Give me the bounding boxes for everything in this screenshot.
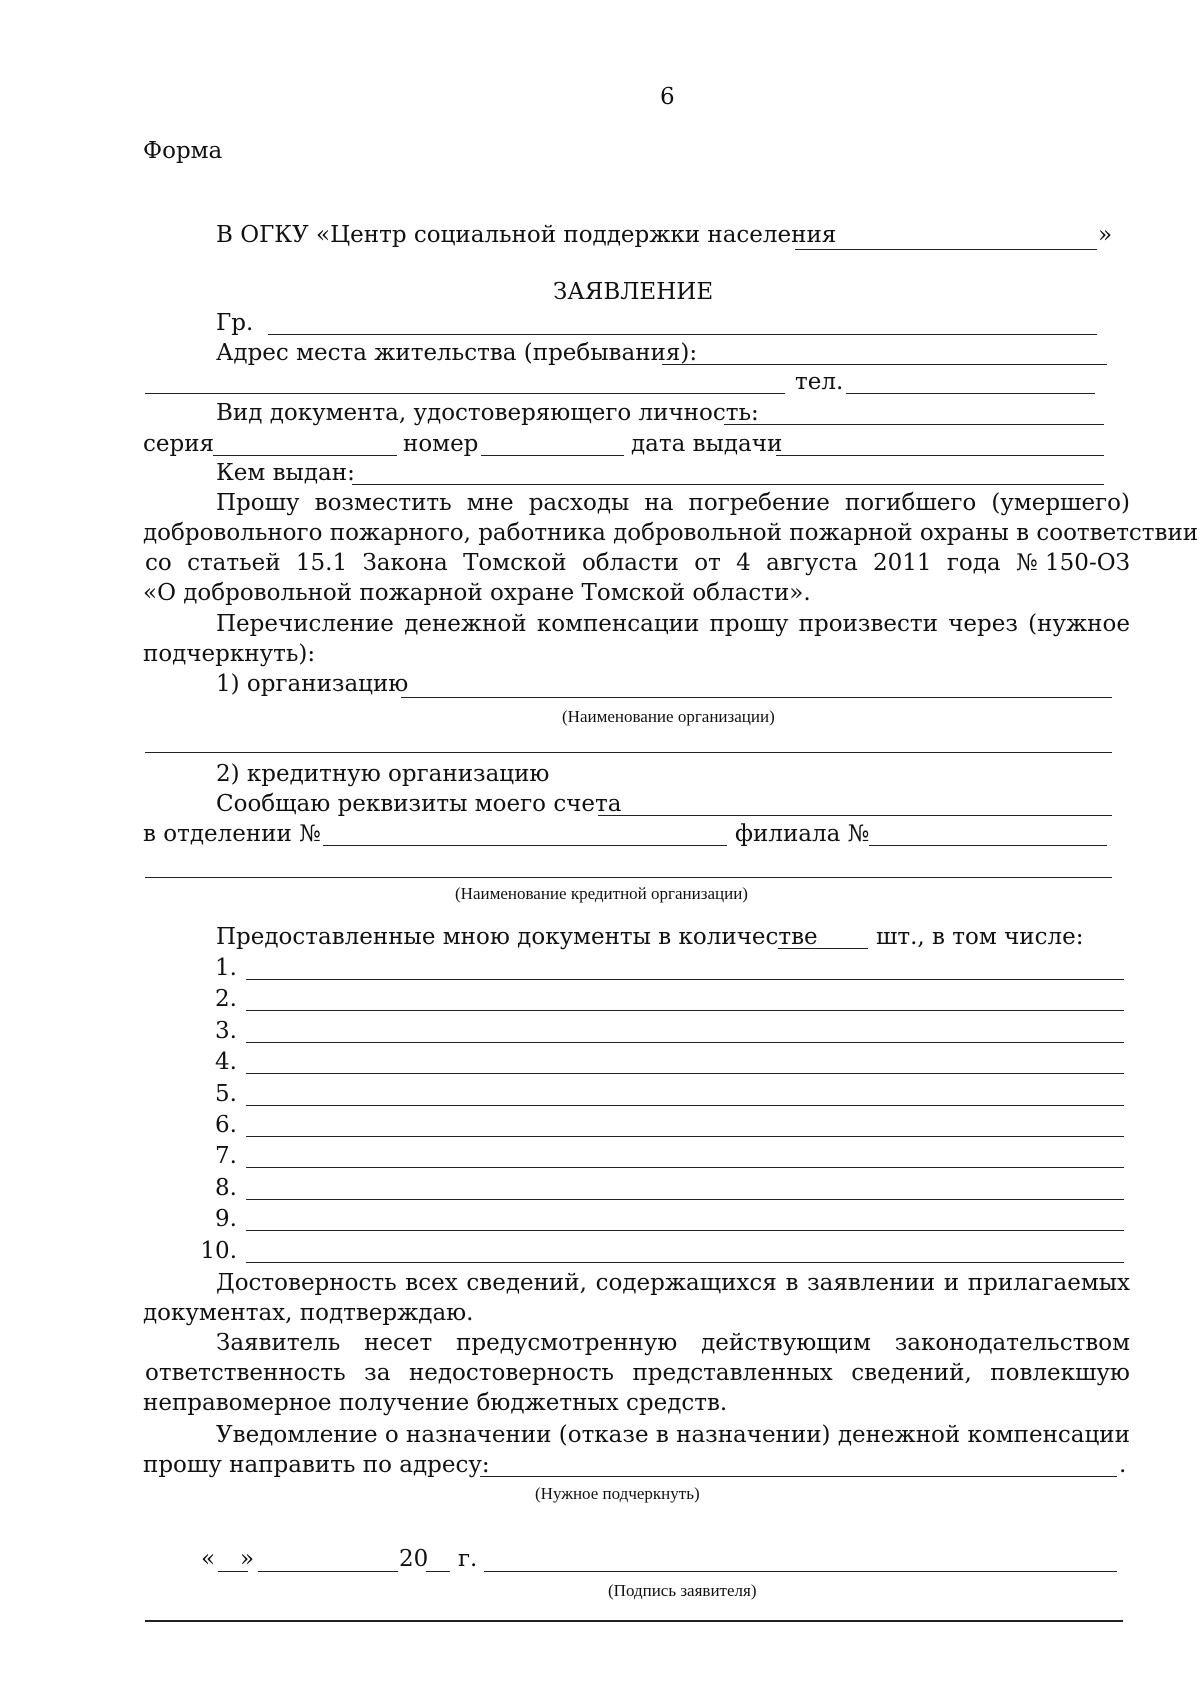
- date-quote-close: »: [240, 1546, 255, 1572]
- date-year-suffix: г.: [458, 1546, 478, 1572]
- request-line-1: Прошу возместить мне расходы на погребение погибшего (умершего): [216, 490, 1130, 516]
- organization-field[interactable]: [401, 697, 1112, 698]
- confirmation-line-1: Достоверность всех сведений, содержащихся в заявлении и прилагаемых: [216, 1270, 1130, 1296]
- page-number: 6: [660, 84, 675, 110]
- notification-line-2: прошу направить по адресу:: [143, 1452, 490, 1478]
- bank-caption: (Наименование кредитной организации): [455, 884, 748, 903]
- date-month-field[interactable]: [258, 1571, 398, 1572]
- filial-label: филиала №: [735, 821, 870, 847]
- documents-count-field[interactable]: [778, 948, 868, 949]
- document-item-number: 6.: [215, 1112, 237, 1138]
- documents-intro-prefix: Предоставленные мною документы в количестве: [216, 924, 818, 950]
- confirmation-line-2: документах, подтверждаю.: [143, 1300, 474, 1326]
- address-field-continued[interactable]: [145, 393, 785, 394]
- document-item-number: 4.: [215, 1049, 237, 1076]
- date-year-prefix: 20: [399, 1546, 429, 1572]
- filial-field[interactable]: [869, 845, 1107, 846]
- date-year-field[interactable]: [426, 1571, 450, 1572]
- notification-line-1: Уведомление о назначении (отказе в назначении) денежной компенсации: [216, 1422, 1130, 1448]
- document-item-field[interactable]: [246, 1010, 1124, 1011]
- address-label: Адрес места жительства (пребывания):: [216, 340, 698, 366]
- bank-name-field[interactable]: [145, 877, 1112, 878]
- liability-line-2: ответственность за недостоверность представленных сведений, повлекшую: [145, 1360, 1130, 1386]
- document-item-field[interactable]: [246, 1230, 1124, 1231]
- transfer-line-1: Перечисление денежной компенсации прошу произвести через (нужное: [216, 611, 1130, 637]
- id-document-field[interactable]: [724, 424, 1104, 425]
- option-credit-organization: 2) кредитную организацию: [216, 761, 550, 787]
- document-item-number: 3.: [215, 1017, 237, 1044]
- addressee-suffix: »: [1098, 222, 1113, 248]
- id-document-label: Вид документа, удостоверяющего личность:: [216, 400, 759, 426]
- issue-date-label: дата выдачи: [631, 431, 783, 457]
- name-field[interactable]: [268, 334, 1097, 335]
- document-item-field[interactable]: [246, 1073, 1124, 1074]
- document-item-field[interactable]: [246, 1262, 1124, 1263]
- request-line-2: добровольного пожарного, работника добровольной пожарной охраны в соответствии: [143, 520, 1199, 546]
- transfer-line-2: подчеркнуть):: [143, 641, 316, 667]
- organization-caption: (Наименование организации): [562, 707, 775, 726]
- request-line-4: «О добровольной пожарной охране Томской области».: [143, 580, 811, 606]
- document-title: ЗАЯВЛЕНИЕ: [553, 279, 714, 305]
- document-item-field[interactable]: [246, 1167, 1124, 1168]
- series-field[interactable]: [213, 455, 397, 456]
- liability-line-3: неправомерное получение бюджетных средств.: [143, 1390, 728, 1416]
- number-field[interactable]: [481, 455, 624, 456]
- address-field[interactable]: [662, 364, 1107, 365]
- phone-field[interactable]: [846, 393, 1095, 394]
- document-item-number: 8.: [215, 1174, 237, 1201]
- organization-field-continued[interactable]: [145, 752, 1112, 753]
- signature-field[interactable]: [484, 1571, 1117, 1572]
- document-item-number: 1.: [215, 955, 237, 981]
- document-item-field[interactable]: [246, 1105, 1124, 1106]
- signature-caption: (Подпись заявителя): [608, 1581, 757, 1600]
- document-item-number: 2.: [215, 986, 237, 1013]
- branch-field[interactable]: [323, 845, 727, 846]
- document-item-field[interactable]: [246, 1136, 1124, 1137]
- bottom-rule: [145, 1620, 1123, 1622]
- documents-intro-suffix: шт., в том числе:: [876, 924, 1084, 950]
- phone-label: тел.: [795, 369, 844, 395]
- document-item-field[interactable]: [246, 1199, 1124, 1200]
- option-organization: 1) организацию: [216, 671, 409, 697]
- notification-address-field[interactable]: [480, 1476, 1117, 1477]
- notification-caption: (Нужное подчеркнуть): [535, 1484, 700, 1503]
- document-item-number: 5.: [215, 1080, 237, 1107]
- series-label: серия: [143, 431, 215, 457]
- account-field[interactable]: [598, 815, 1112, 816]
- addressee-prefix: В ОГКУ «Центр социальной поддержки населения: [216, 222, 837, 248]
- addressee-blank[interactable]: [795, 249, 1097, 250]
- document-item-number: 7.: [215, 1143, 237, 1170]
- document-item-field[interactable]: [246, 1042, 1124, 1043]
- account-label: Сообщаю реквизиты моего счета: [216, 791, 622, 817]
- issued-by-label: Кем выдан:: [216, 460, 355, 486]
- document-item-field[interactable]: [246, 979, 1124, 980]
- name-label: Гр.: [216, 310, 254, 336]
- liability-line-1: Заявитель несет предусмотренную действующим законодательством: [216, 1330, 1130, 1356]
- request-line-3: со статьей 15.1 Закона Томской области от 4 августа 2011 года № 150-ОЗ: [145, 550, 1130, 576]
- issued-by-field[interactable]: [352, 484, 1104, 485]
- document-item-number: 9.: [215, 1206, 237, 1233]
- issue-date-field[interactable]: [776, 455, 1104, 456]
- branch-label: в отделении №: [143, 821, 321, 847]
- form-label: Форма: [143, 138, 223, 164]
- document-item-number: 10.: [200, 1237, 237, 1264]
- date-quote-open: «: [201, 1546, 216, 1572]
- notification-end-mark: .: [1119, 1452, 1127, 1478]
- number-label: номер: [403, 431, 479, 457]
